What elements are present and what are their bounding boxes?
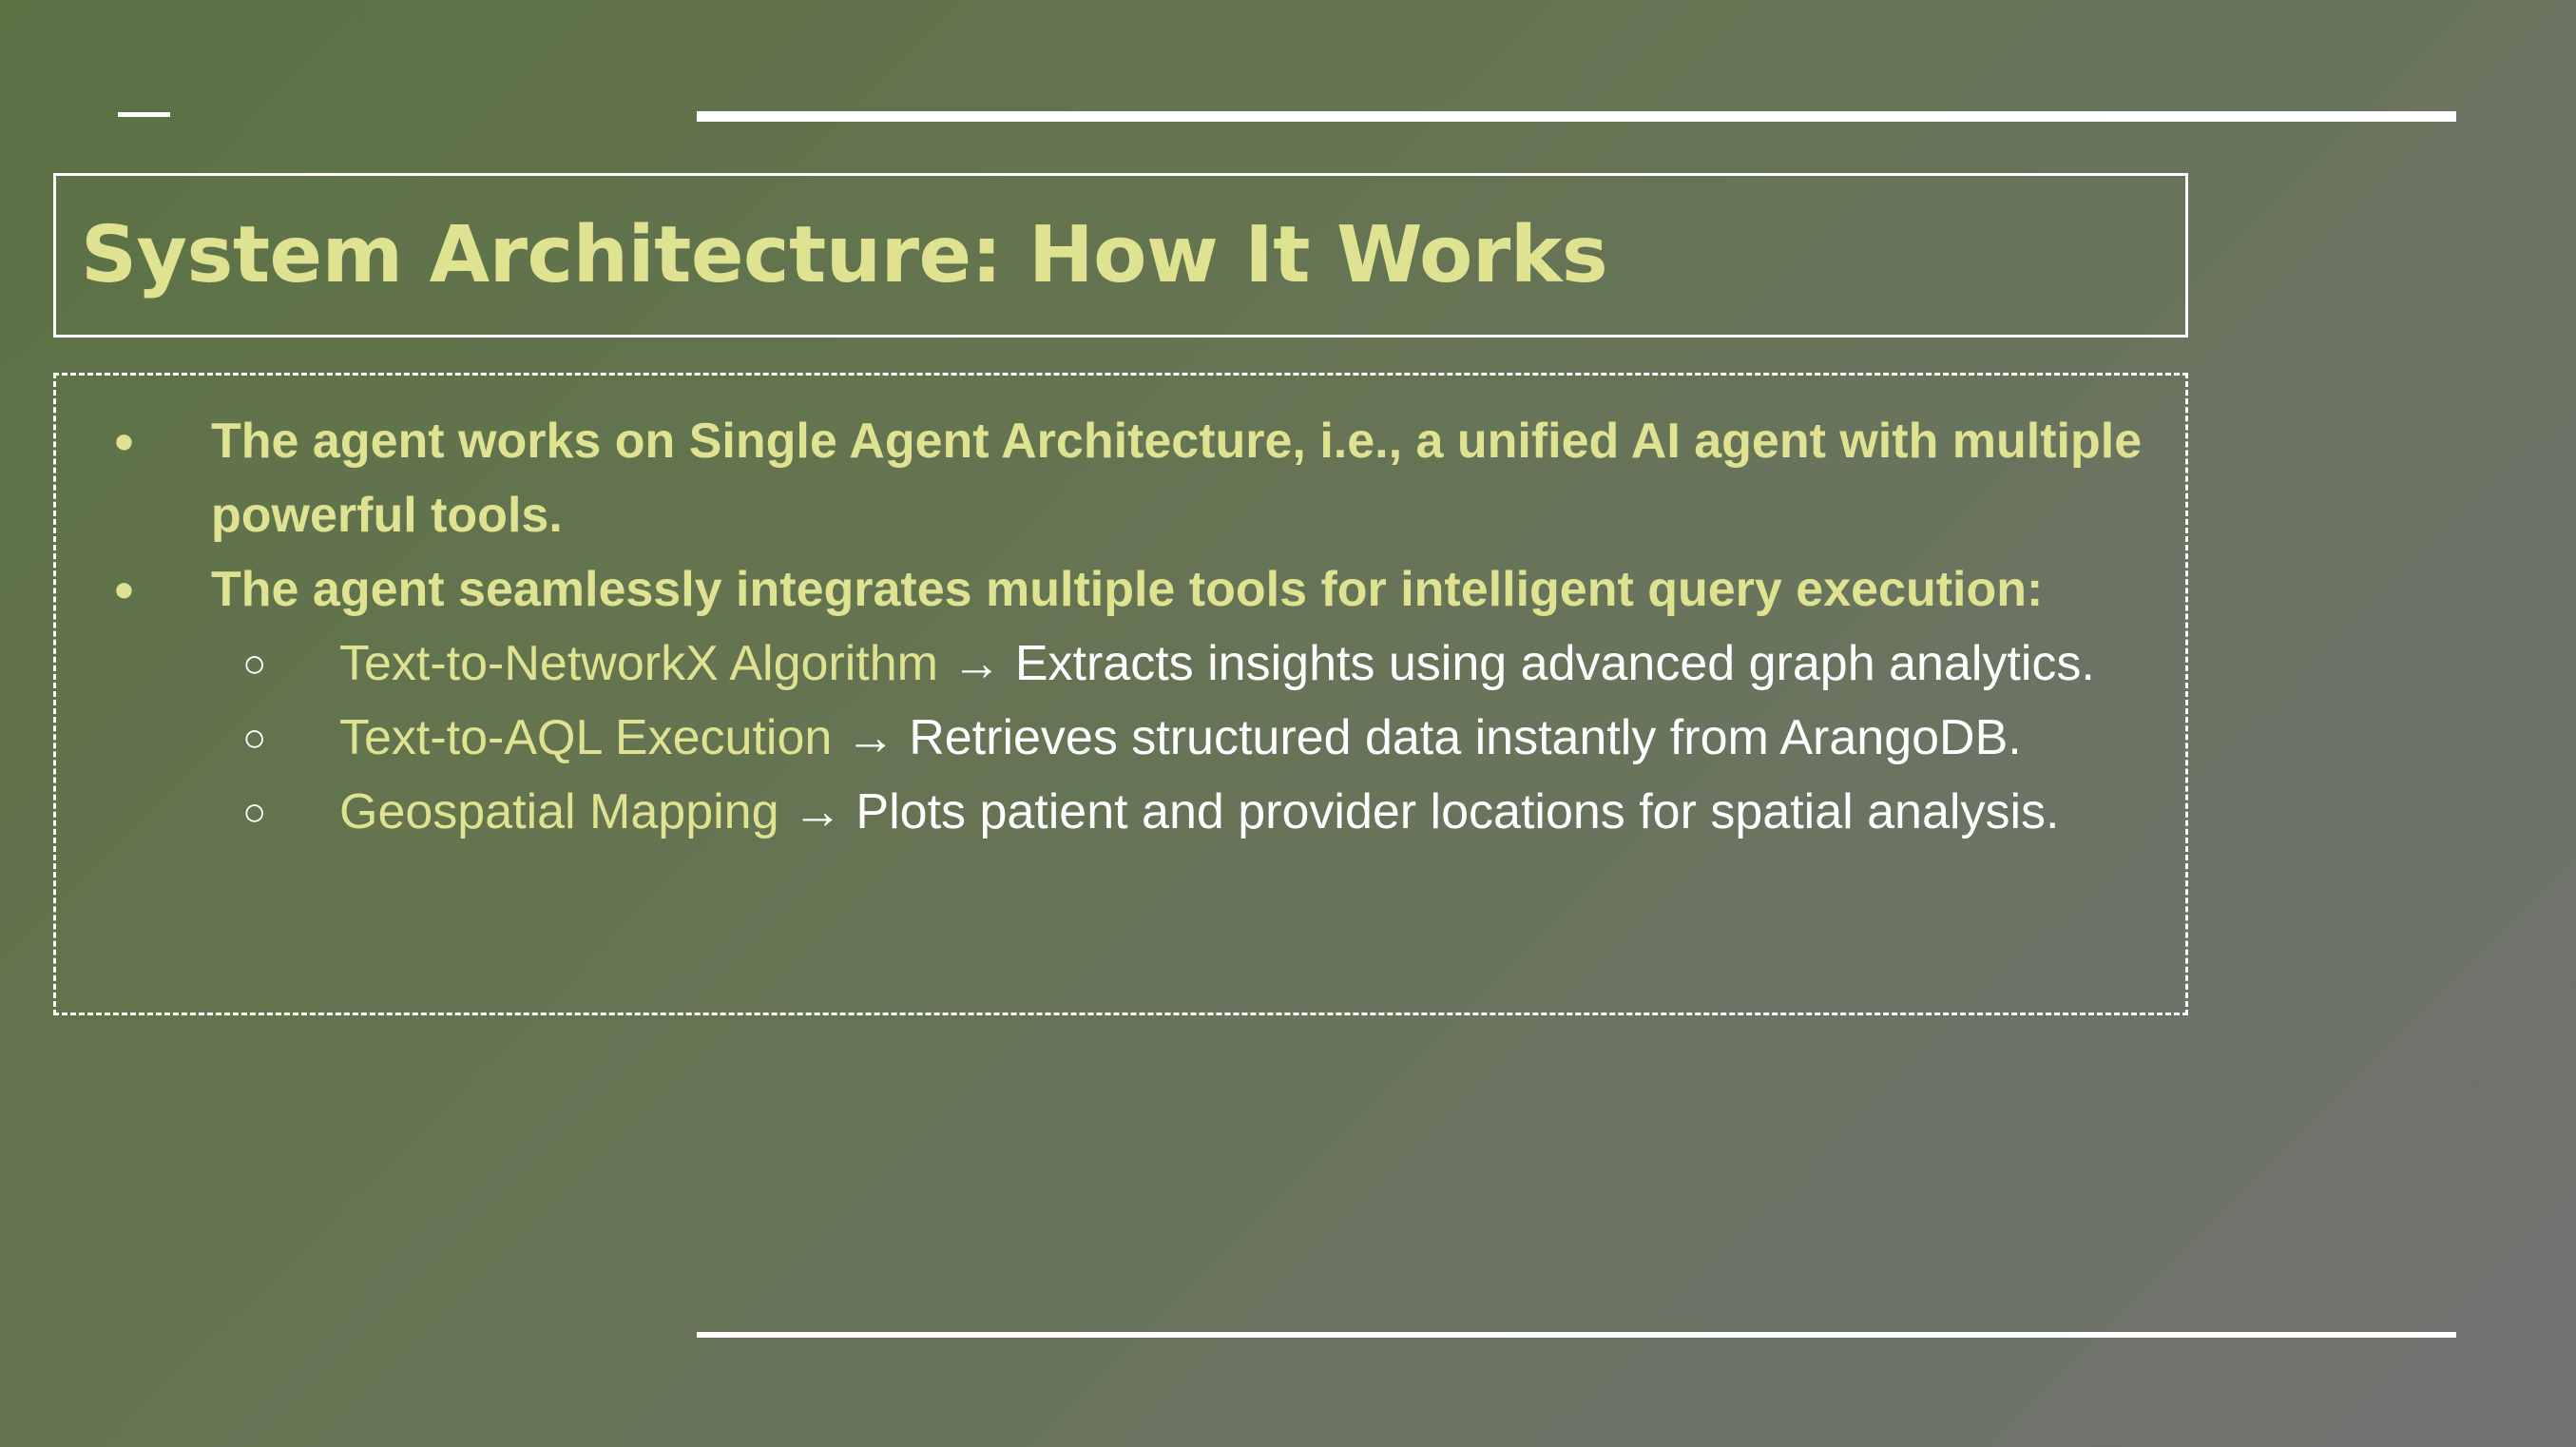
filled-bullet-icon: ● bbox=[113, 569, 135, 609]
hollow-bullet-icon: ○ bbox=[242, 641, 267, 685]
top-divider-line bbox=[697, 111, 2456, 122]
bullet-item-tools bbox=[56, 552, 2185, 627]
bullet-item-architecture bbox=[56, 404, 2185, 552]
subitem-geospatial bbox=[56, 775, 2185, 849]
tool-name: Text-to-AQL Execution bbox=[339, 710, 833, 765]
bottom-divider-line bbox=[697, 1332, 2456, 1338]
bullet-text: The agent works on Single Agent Architecture, i.e., a unified AI agent with multiple powerful tools. bbox=[211, 414, 2143, 543]
tool-description: → Extracts insights using advanced graph analytics. bbox=[937, 636, 2095, 691]
bullet-list bbox=[56, 404, 2185, 849]
title-frame bbox=[53, 173, 2188, 338]
slide-title: System Architecture: How It Works bbox=[81, 210, 1608, 300]
title-accent-dash bbox=[118, 112, 170, 117]
tool-description: → Plots patient and provider locations for spatial analysis. bbox=[779, 784, 2060, 839]
tool-name: Geospatial Mapping bbox=[339, 784, 779, 839]
subitem-networkx bbox=[56, 627, 2185, 701]
filled-bullet-icon: ● bbox=[113, 421, 135, 461]
tool-description: → Retrieves structured data instantly from ArangoDB. bbox=[832, 710, 2022, 765]
content-frame bbox=[53, 373, 2188, 1015]
bullet-text: The agent seamlessly integrates multiple tools for intelligent query execution: bbox=[211, 562, 2044, 617]
subitem-aql bbox=[56, 701, 2185, 775]
tool-name: Text-to-NetworkX Algorithm bbox=[339, 636, 938, 691]
hollow-bullet-icon: ○ bbox=[242, 789, 267, 834]
hollow-bullet-icon: ○ bbox=[242, 715, 267, 760]
